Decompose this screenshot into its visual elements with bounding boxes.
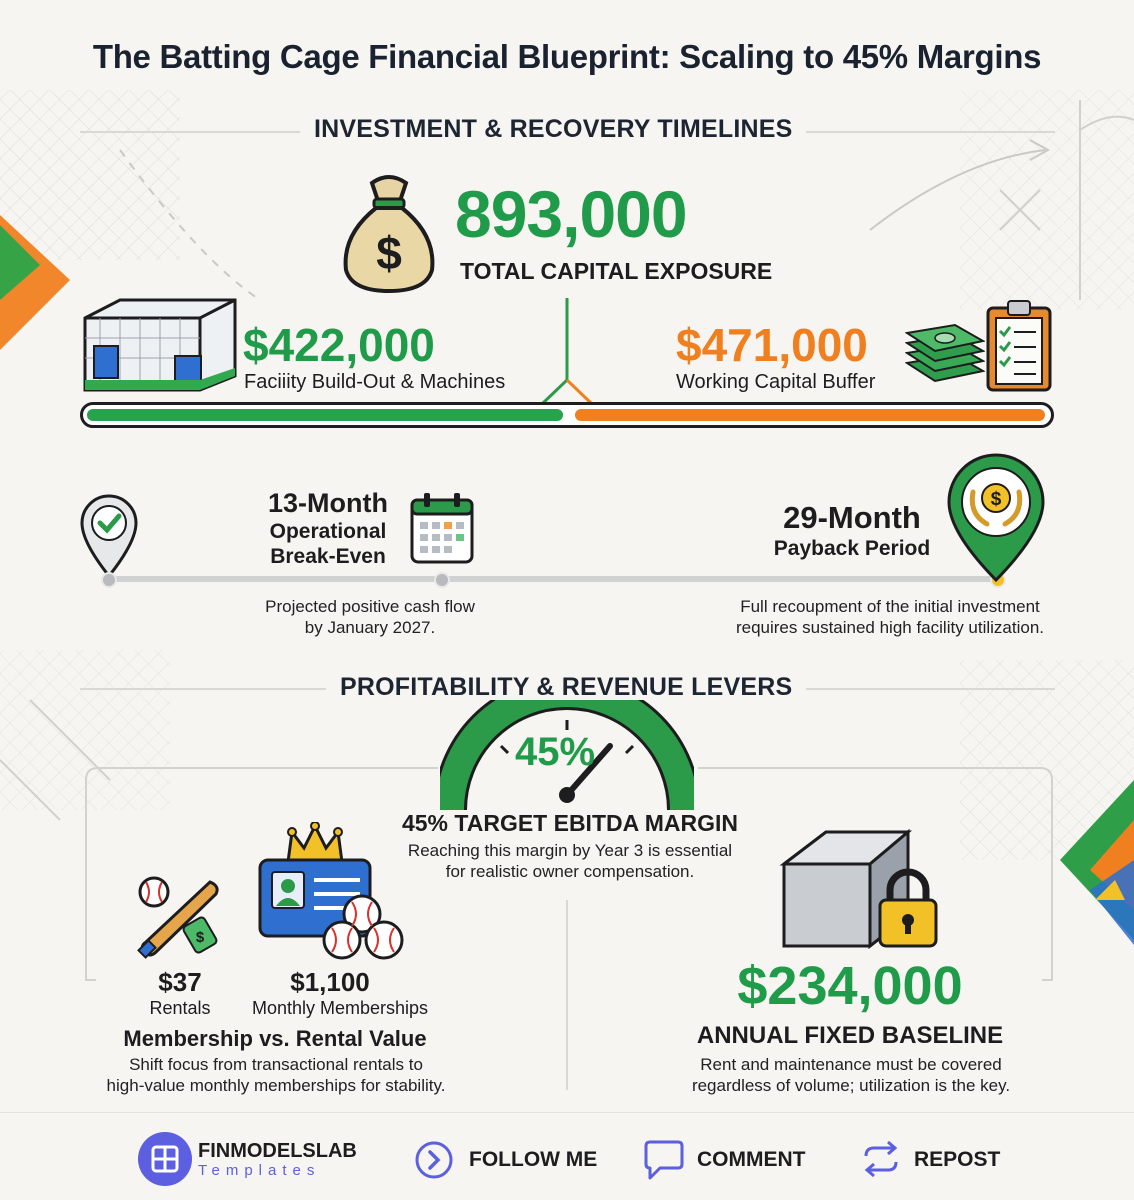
value-desc2: high-value monthly memberships for stability. bbox=[106, 1076, 446, 1095]
working-capital-value: $471,000 bbox=[676, 319, 868, 371]
rental-label: Rentals bbox=[149, 998, 211, 1018]
fixed-baseline-desc1: Rent and maintenance must be covered bbox=[700, 1055, 1002, 1074]
comment-icon[interactable] bbox=[644, 1138, 684, 1180]
map-pin-coin-icon bbox=[943, 452, 1049, 584]
working-capital-label: Working Capital Buffer bbox=[676, 371, 876, 393]
payback-sub: Payback Period bbox=[773, 537, 931, 560]
breakeven-desc2: by January 2027. bbox=[304, 618, 436, 637]
total-capital-label: TOTAL CAPITAL EXPOSURE bbox=[460, 258, 773, 284]
ebitda-desc1: Reaching this margin by Year 3 is essential bbox=[407, 841, 733, 860]
batting-cage-icon bbox=[80, 298, 240, 393]
locked-box-icon bbox=[778, 826, 946, 956]
payback-desc2: requires sustained high facility utilization. bbox=[735, 618, 1045, 637]
rental-price: $37 bbox=[158, 967, 202, 997]
page-title: The Batting Cage Financial Blueprint: Scaling to 45% Margins bbox=[92, 38, 1042, 75]
cash-stack-icon bbox=[905, 315, 985, 395]
baseball-bat-icon bbox=[132, 874, 228, 962]
fixed-baseline-desc2: regardless of volume; utilization is the key. bbox=[691, 1076, 1011, 1095]
map-pin-check-icon bbox=[78, 492, 140, 578]
follow-button[interactable]: FOLLOW ME bbox=[469, 1148, 598, 1171]
payback-desc1: Full recoupment of the initial investment bbox=[740, 597, 1040, 616]
facility-value: $422,000 bbox=[243, 319, 435, 371]
brand-subtitle: Templates bbox=[198, 1162, 321, 1179]
timeline-track bbox=[108, 576, 998, 582]
capital-split-bar bbox=[80, 402, 1054, 428]
breakeven-desc1: Projected positive cash flow bbox=[265, 597, 475, 616]
svg-text:$: $ bbox=[376, 227, 402, 279]
brand-grid-icon bbox=[138, 1132, 192, 1186]
facility-label: Faciiity Build-Out & Machines bbox=[244, 371, 506, 393]
breakeven-sub1: Operational bbox=[269, 520, 387, 543]
brand-logo[interactable] bbox=[138, 1132, 192, 1186]
breakeven-sub2: Break-Even bbox=[270, 545, 386, 568]
ebitda-title: 45% TARGET EBITDA MARGIN bbox=[401, 810, 739, 836]
footer-divider bbox=[0, 1112, 1134, 1113]
split-connector bbox=[540, 298, 600, 408]
membership-card-icon bbox=[256, 856, 416, 964]
timeline-dot-breakeven bbox=[434, 572, 450, 588]
calendar-icon bbox=[408, 490, 476, 566]
facility-bar-segment bbox=[87, 409, 563, 421]
clipboard-icon bbox=[984, 298, 1056, 394]
ebitda-desc2: for realistic owner compensation. bbox=[445, 862, 695, 881]
fixed-baseline-title: ANNUAL FIXED BASELINE bbox=[696, 1022, 1004, 1049]
timeline-dot-start bbox=[101, 572, 117, 588]
money-bag-icon bbox=[334, 165, 444, 295]
gauge-value: 45% bbox=[514, 730, 596, 774]
breakeven-title: 13-Month bbox=[268, 488, 388, 518]
brand-name: FINMODELSLAB bbox=[198, 1140, 357, 1162]
membership-label: Monthly Memberships bbox=[251, 998, 429, 1018]
working-capital-bar-segment bbox=[575, 409, 1045, 421]
repost-icon[interactable] bbox=[860, 1138, 902, 1180]
levers-divider bbox=[566, 900, 568, 1090]
total-capital-value: 893,000 bbox=[455, 177, 687, 251]
section-heading-profitability: PROFITABILITY & REVENUE LEVERS bbox=[326, 673, 806, 702]
comment-button[interactable]: COMMENT bbox=[697, 1148, 806, 1171]
value-title: Membership vs. Rental Value bbox=[123, 1026, 427, 1051]
coin-glyph: $ bbox=[990, 489, 1002, 510]
fixed-baseline-value: $234,000 bbox=[737, 956, 963, 1016]
payback-title: 29-Month bbox=[783, 500, 921, 535]
chevron-right-icon[interactable] bbox=[414, 1140, 454, 1180]
section-heading-investment: INVESTMENT & RECOVERY TIMELINES bbox=[300, 115, 806, 144]
repost-button[interactable]: REPOST bbox=[914, 1148, 1001, 1171]
tag-glyph: $ bbox=[195, 929, 205, 946]
value-desc1: Shift focus from transactional rentals to bbox=[129, 1055, 423, 1074]
membership-price: $1,100 bbox=[290, 967, 370, 997]
